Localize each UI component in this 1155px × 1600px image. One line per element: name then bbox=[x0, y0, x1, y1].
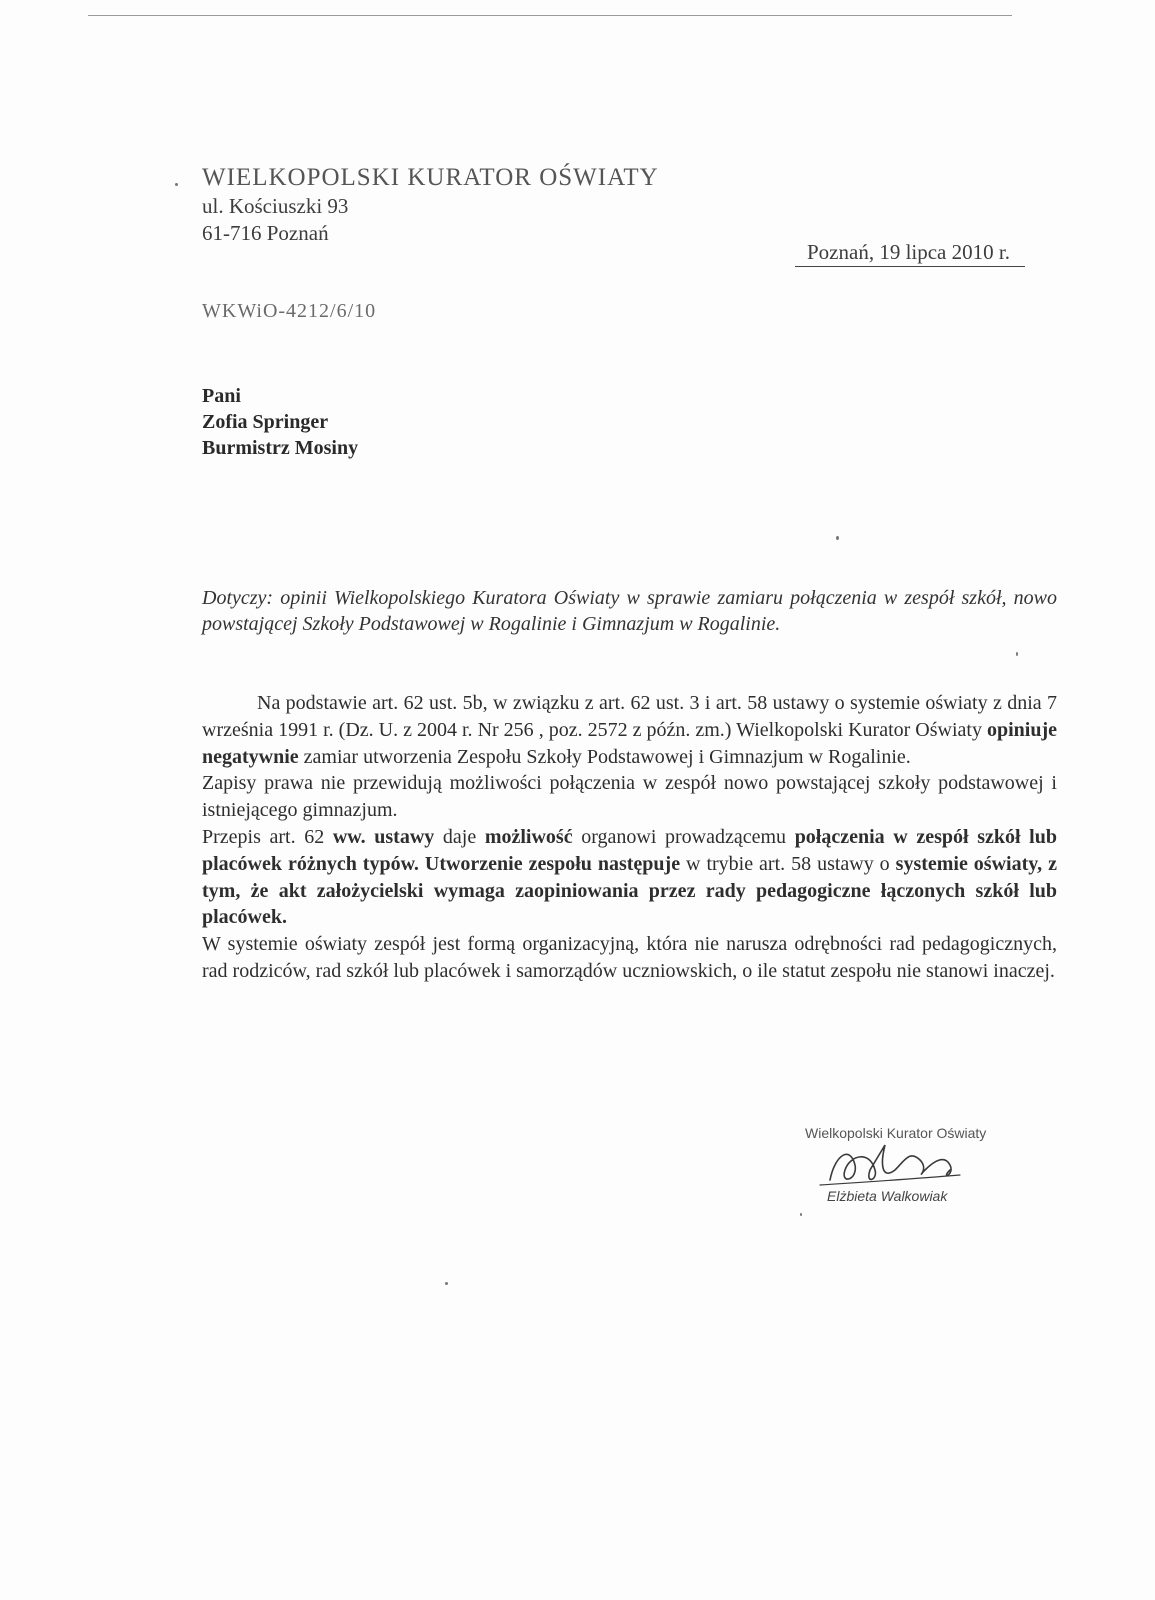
body-paragraph-4: W systemie oświaty zespół jest formą organizacyjną, która nie narusza odrębności rad pedagogicznych, rad rodziców, rad szkół lub placówek i samorządów uczniowskich, o ile statut zespołu nie stanowi inaczej. bbox=[202, 933, 1057, 982]
p3-text-g: w trybie art. 58 ustawy o bbox=[680, 852, 896, 875]
p1-bold-opinion: opiniuje negatywnie bbox=[202, 718, 1057, 768]
p1-text-b: zamiar utworzenia Zespołu Szkoły Podstawowej i Gimnazjum w Rogalinie. bbox=[298, 745, 911, 768]
body-paragraph-2: Zapisy prawa nie przewidują możliwości połączenia w zespół nowo powstającej szkoły podstawowej i istniejącego gimnazjum. bbox=[202, 772, 1057, 822]
sender-name: WIELKOPOLSKI KURATOR OŚWIATY bbox=[202, 164, 659, 191]
scan-top-edge-line bbox=[88, 15, 1012, 16]
p3-bold-b: ww. ustawy bbox=[332, 825, 435, 848]
scan-speck bbox=[445, 1282, 448, 1285]
scan-speck bbox=[836, 536, 839, 540]
signature-title: Wielkopolski Kurator Oświaty bbox=[805, 1125, 987, 1141]
signature-stamp bbox=[805, 1125, 1035, 1225]
body-paragraph-3 bbox=[202, 824, 1057, 931]
p3-text-e: organowi prowadzącemu bbox=[572, 825, 795, 848]
p3-text-c: daje bbox=[434, 825, 485, 848]
signature-name: Elżbieta Walkowiak bbox=[827, 1188, 948, 1204]
sender-street: ul. Kościuszki 93 bbox=[202, 194, 349, 219]
letter-date: Poznań, 19 lipca 2010 r. bbox=[807, 240, 1010, 264]
scan-speck bbox=[1016, 652, 1018, 656]
p3-bold-f: połączenia w zespół szkół lub placówek różnych typów. Utworzenie zespołu następuje bbox=[202, 825, 1057, 875]
subject-line: Dotyczy: opinii Wielkopolskiego Kuratora Oświaty w sprawie zamiaru połączenia w zespół szkół, nowo powstającej Szkoły Podstawowej w Rogalinie i Gimnazjum w Rogalinie. bbox=[202, 587, 1057, 636]
p3-text-a: Przepis art. 62 bbox=[202, 825, 333, 848]
letter-body bbox=[202, 690, 1057, 985]
recipient-salutation: Pani bbox=[202, 385, 241, 407]
scan-speck bbox=[800, 1213, 802, 1216]
p1-text-a: Na podstawie art. 62 ust. 5b, w związku z art. 62 ust. 3 i art. 58 ustawy o systemie oświaty z dnia 7 września 1991 r. (Dz. U. z 2004 r. Nr 256 , poz. 2572 z późn. zm.) Wielkopolski Kurator Oświaty bbox=[202, 692, 1057, 741]
sender-city: 61-716 Poznań bbox=[202, 220, 329, 245]
recipient-title: Burmistrz Mosiny bbox=[202, 437, 359, 459]
date-underline bbox=[795, 266, 1025, 267]
p3-bold-h: systemie oświaty, z tym, że akt założycielski wymaga zaopiniowania przez rady pedagogiczne łączonych szkół lub placówek. bbox=[202, 852, 1057, 929]
scan-speck bbox=[175, 183, 178, 186]
p3-bold-d: możliwość bbox=[484, 825, 573, 848]
body-paragraph-1 bbox=[202, 690, 1057, 770]
recipient-block bbox=[202, 383, 358, 461]
sender-block bbox=[202, 162, 659, 246]
reference-number: WKWiO-4212/6/10 bbox=[202, 300, 377, 322]
recipient-name: Zofia Springer bbox=[202, 411, 329, 433]
